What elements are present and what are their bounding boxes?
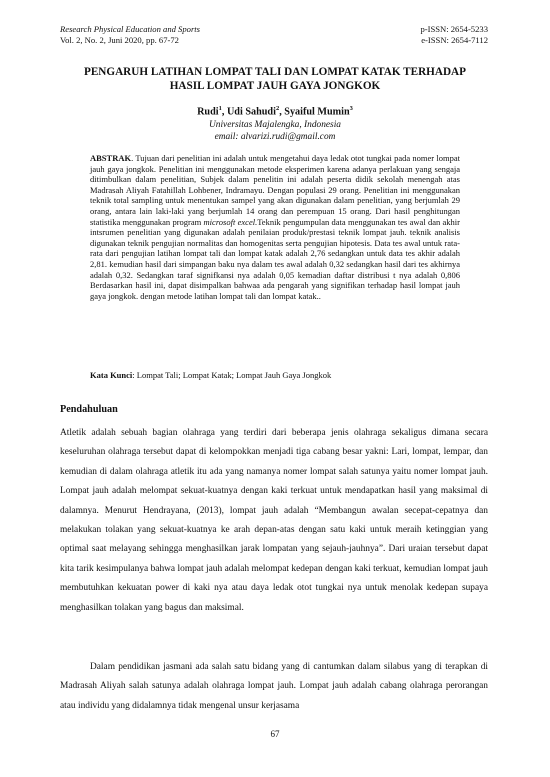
journal-header xyxy=(60,24,488,46)
author-email: email: alvarizi.rudi@gmail.com xyxy=(214,132,336,142)
print-issn: p-ISSN: 2654-5233 xyxy=(420,24,488,34)
author-list xyxy=(0,105,550,117)
affiliation: Universitas Majalengka, Indonesia xyxy=(208,120,341,130)
abstract-software: microsoft excel. xyxy=(203,216,258,227)
keywords-label: Kata Kunci xyxy=(90,370,133,380)
author-separator: , xyxy=(279,106,285,118)
author-affiliation-mark: 1 xyxy=(218,105,222,112)
abstract-label: ABSTRAK xyxy=(90,153,132,163)
body-paragraph-2: Dalam pendidikan jasmani ada salah satu bidang yang di cantumkan dalam silabus yang di terapkan di Madrasah Aliyah salah satunya adalah olahraga lompat jauh. Lompat jauh adalah cabang olahraga perorangan atau individu yang didalamnya tidak mengenal unsur kerjasama xyxy=(60,662,488,711)
paper-title xyxy=(50,65,500,93)
keywords-text: : Lompat Tali; Lompat Katak; Lompat Jauh Gaya Jongkok xyxy=(132,370,332,380)
author-name: Udi Sahudi xyxy=(226,106,276,118)
keywords xyxy=(90,370,460,380)
section-title: Pendahuluan xyxy=(60,404,118,415)
author-name: Rudi xyxy=(197,106,219,118)
title-line-1: PENGARUH LATIHAN LOMPAT TALI DAN LOMPAT KATAK TERHADAP xyxy=(84,66,466,78)
electronic-issn: e-ISSN: 2654-7112 xyxy=(421,35,488,45)
abstract xyxy=(90,153,460,301)
volume-info: Vol. 2, No. 2, Juni 2020, pp. 67-72 xyxy=(60,35,179,45)
abstract-text: . Tujuan dari penelitian ini adalah untuk mengetahui daya ledak otot tungkai pada nomer lompat jauh gaya jongkok. Penelitian ini menggunakan metode eksperimen karena adanya perlakuan yang sengaja ditimbulkan dalam penelitian, Subjek dalam penelitin ini adalah peserta didik sekolah menengah atas Madrasah Aliyah Fatahillah Lohbener, Indramayu. Dengan populasi 29 orang. Penelitian ini menggunakan teknik total sampling untuk menentukan sampel yang akan digunakan dalam penelitian, yang berjumlah 29 orang, antara lain laki-laki yang berjumlah 14 orang dan perempuan 15 orang. Dari hasil penghitungan statistika menggunakan program xyxy=(90,153,460,227)
author-name: Syaiful Mumin xyxy=(284,106,350,118)
journal-name: Research Physical Education and Sports xyxy=(60,24,201,34)
page-number: 67 xyxy=(270,729,280,739)
abstract-text-continued: Teknik pengumpulan data menggunakan tes awal dan akhir intsrumen penelitian yang digunakan adalah penilaian produk/prestasi teknik lompat jauh. teknik analisis digunakan teknik pengujian normalitas dan homogenitas serta pengujian hipotesis. Data tes awal untuk rata-rata dari pengujian latihan lompat tali dan lompat katak adalah 2,76 sedangkan untuk data tes akhir adalah 2,81. kemudian hasil dari simpangan baku nya dalam tes awal adalah 0,32 sedangkan hasil dari tes akhirnya adalah 0,32. Sedangkan taraf signifkansi nya adalah 0,05 kemadian daftar distribusi t nya adalah 0,806 Berdasarkan hasil ini, dapat disimpalkan bahwaa ada pengarah yang signifikan terhadap hasil lompat jauh gaya jongkok. dengan metode latihan lompat tali dan lompat katak.. xyxy=(90,216,460,301)
title-line-2: HASIL LOMPAT JAUH GAYA JONGKOK xyxy=(169,80,381,92)
author-separator: , xyxy=(221,106,227,118)
author-affiliation-mark: 2 xyxy=(275,105,280,112)
author-affiliation-mark: 3 xyxy=(349,105,353,112)
body-paragraph-1: Atletik adalah sebuah bagian olahraga yang terdiri dari beberapa jenis olahraga sekaligus dimana secara keseluruhan olahraga tersebut dapat di kelompokkan menjadi tiga cabang besar yakni: Lari, lompat, lempar, dan kemudian di dalam olahraga atletik itu ada yang namanya nomer lompat salah satunya yaitu nomer lompat jauh. Lompat jauh adalah melompat sekuat-kuatnya dengan kaki terkuat untuk mendapatkan hasil yang maksimal di dalamnya. Menurut Hendrayana, (2013), lompat jauh adalah “Membangun awalan secepat-cepatnya dan melakukan tolakan yang sekuat-kuatnya ke arah depan-atas dengan satu kaki untuk meraih ketinggian yang optimal saat melayang sehingga menghasilkan jarak lompatan yang sejauh-jauhnya”. Dari uraian tersebut dapat kita tarik kesimpulanya bahwa lompat jauh adalah melompat kedepan dengan kaki terkuat, kemudian lompat jauh membutuhkan kekuatan power di kaki nya atau daya ledak otot tungkai nya untuk menolak kedepan supaya menghasilkan tolakan yang bagus dan maksimal. xyxy=(60,428,488,613)
